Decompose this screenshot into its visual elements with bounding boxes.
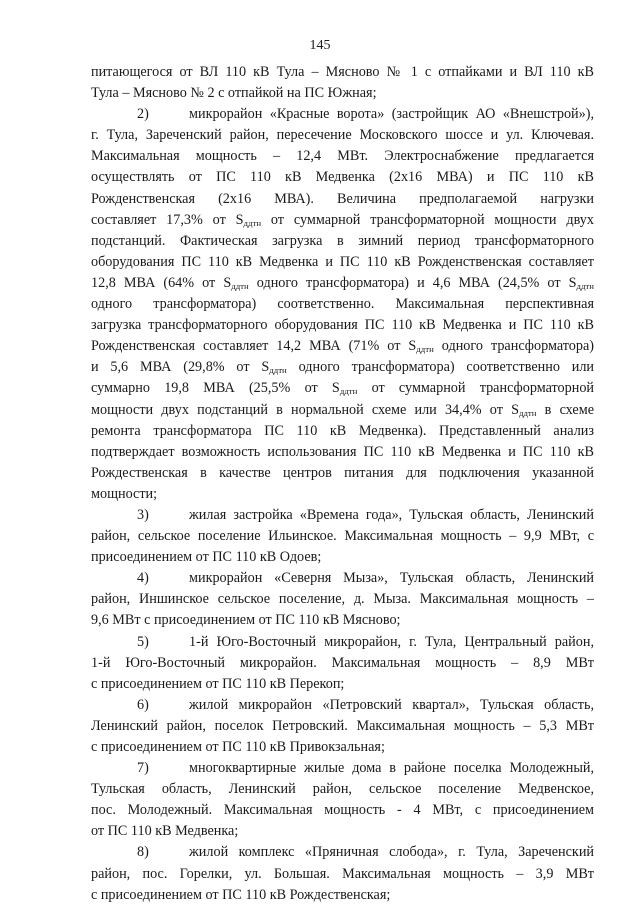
- text-line: 4) микрорайон «Северня Мыза», Тульская область, Ленинский: [91, 568, 594, 589]
- text-line: с присоединением от ПС 110 кВ Перекоп;: [91, 675, 345, 692]
- list-number: 3): [137, 506, 149, 523]
- text-line: питающегося от ВЛ 110 кВ Тула – Мясново № 1 с отпайками и ВЛ 110 кВ: [91, 64, 594, 80]
- list-number: 6): [137, 696, 149, 713]
- list-item: [91, 695, 594, 758]
- text-line: Рожденственская (2x16 МВА). Величина предполагаемой нагрузки: [91, 190, 594, 207]
- text-line: подстанций. Фактическая загрузка в зимний период трансформаторного: [91, 232, 594, 249]
- document-body: [91, 62, 594, 906]
- list-item: [91, 505, 594, 568]
- text-line: г. Тула, Зареченский район, пересечение Московского шоссе и ул. Ключевая.: [91, 127, 594, 144]
- text-line: 5) 1-й Юго-Восточный микрорайон, г. Тула, Центральный район,: [91, 632, 594, 653]
- text-line: пос. Молодежный. Максимальная мощность - 4 МВт, с присоединением: [91, 802, 594, 819]
- text-line: 2) микрорайон «Красные ворота» (застройщик АО «Внешстрой»),: [91, 104, 594, 125]
- text-line: 8) жилой комплекс «Пряничная слобода», г. Тула, Зареченский: [91, 842, 594, 863]
- list-item: [91, 632, 594, 695]
- list-item: [91, 568, 594, 631]
- text-line: 6) жилой микрорайон «Петровский квартал», Тульская область,: [91, 695, 594, 716]
- list-number: 8): [137, 844, 149, 861]
- text-line: мощности;: [91, 485, 158, 502]
- list-item: [91, 842, 594, 905]
- text-line: осуществлять от ПС 110 кВ Медвенка (2x16 МВА) и ПС 110 кВ: [91, 169, 594, 186]
- text-line: Ленинский район, поселок Петровский. Максимальная мощность – 5,3 МВт: [91, 717, 594, 734]
- text-line: 12,8 МВА (64% от $S_{ддтн}$ одного трансформатора) и 4,6 МВА (24,5% от $S_{ддтн}$: [91, 274, 594, 292]
- text-line: район, пос. Горелки, ул. Большая. Максимальная мощность – 3,9 МВт: [91, 865, 594, 882]
- text-line: суммарно 19,8 МВА (25,5% от $S_{ддтн}$ от суммарной трансформаторной: [91, 380, 594, 397]
- text-line: с присоединением от ПС 110 кВ Рождественская;: [91, 886, 391, 903]
- list-number: 7): [137, 760, 149, 777]
- text-line: от ПС 110 кВ Медвенка;: [91, 823, 239, 840]
- text-line: подтверждает возможность использования ПС 110 кВ Медвенка и ПС 110 кВ: [91, 443, 594, 460]
- text-line: составляет 17,3% от $S_{ддтн}$ от суммарной трансформаторной мощности двух: [91, 211, 594, 228]
- list-number: 4): [137, 570, 149, 587]
- text-line: загрузка трансформаторного оборудования ПС 110 кВ Медвенка и ПС 110 кВ: [91, 317, 594, 334]
- text-line: 7) многоквартирные жилые дома в районе поселка Молодежный,: [91, 758, 594, 779]
- text-line: Тула – Мясново № 2 с отпайкой на ПС Южная;: [91, 85, 377, 102]
- list-number: 2): [137, 106, 149, 123]
- text-line: с присоединением от ПС 110 кВ Привокзальная;: [91, 739, 385, 755]
- text-line: одного трансформатора) соответственно. Максимальная перспективная: [91, 296, 594, 313]
- text-line: ремонта трансформатора ПС 110 кВ Медвенка). Представленный анализ: [91, 422, 594, 439]
- text-line: Рождественская в качестве центров питания для подключения указанной: [91, 464, 594, 481]
- text-line: 1-й Юго-Восточный микрорайон. Максимальная мощность – 8,9 МВт: [91, 654, 594, 671]
- page-number: 145: [309, 38, 331, 53]
- text-line: и 5,6 МВА (29,8% от $S_{ддтн}$ одного трансформатора) соответственно или: [91, 359, 594, 376]
- text-line: присоединением от ПС 110 кВ Одоев;: [91, 549, 322, 566]
- list-item: [91, 104, 594, 505]
- text-line: район, Иншинское сельское поселение, д. Мыза. Максимальная мощность –: [91, 591, 594, 608]
- list-number: 5): [137, 633, 149, 650]
- list-item: [91, 758, 594, 842]
- text-line: оборудования ПС 110 кВ Медвенка и ПС 110 кВ Рожденственская составляет: [91, 253, 594, 270]
- text-line: район, сельское поселение Ильинское. Максимальная мощность – 9,9 МВт, с: [91, 528, 594, 545]
- text-line: Тульская область, Ленинский район, сельское поселение Медвенское,: [91, 781, 594, 798]
- paragraph: [91, 62, 594, 104]
- text-line: Максимальная мощность – 12,4 МВт. Электроснабжение предлагается: [91, 148, 594, 165]
- text-line: мощности двух подстанций в нормальной схеме или 34,4% от $S_{ддтн}$ в схеме: [91, 401, 594, 418]
- text-line: 9,6 МВт с присоединением от ПС 110 кВ Мясново;: [91, 612, 401, 629]
- text-line: Рожденственская составляет 14,2 МВА (71% от $S_{ддтн}$ одного трансформатора): [91, 338, 594, 355]
- text-line: 3) жилая застройка «Времена года», Тульская область, Ленинский: [91, 505, 594, 526]
